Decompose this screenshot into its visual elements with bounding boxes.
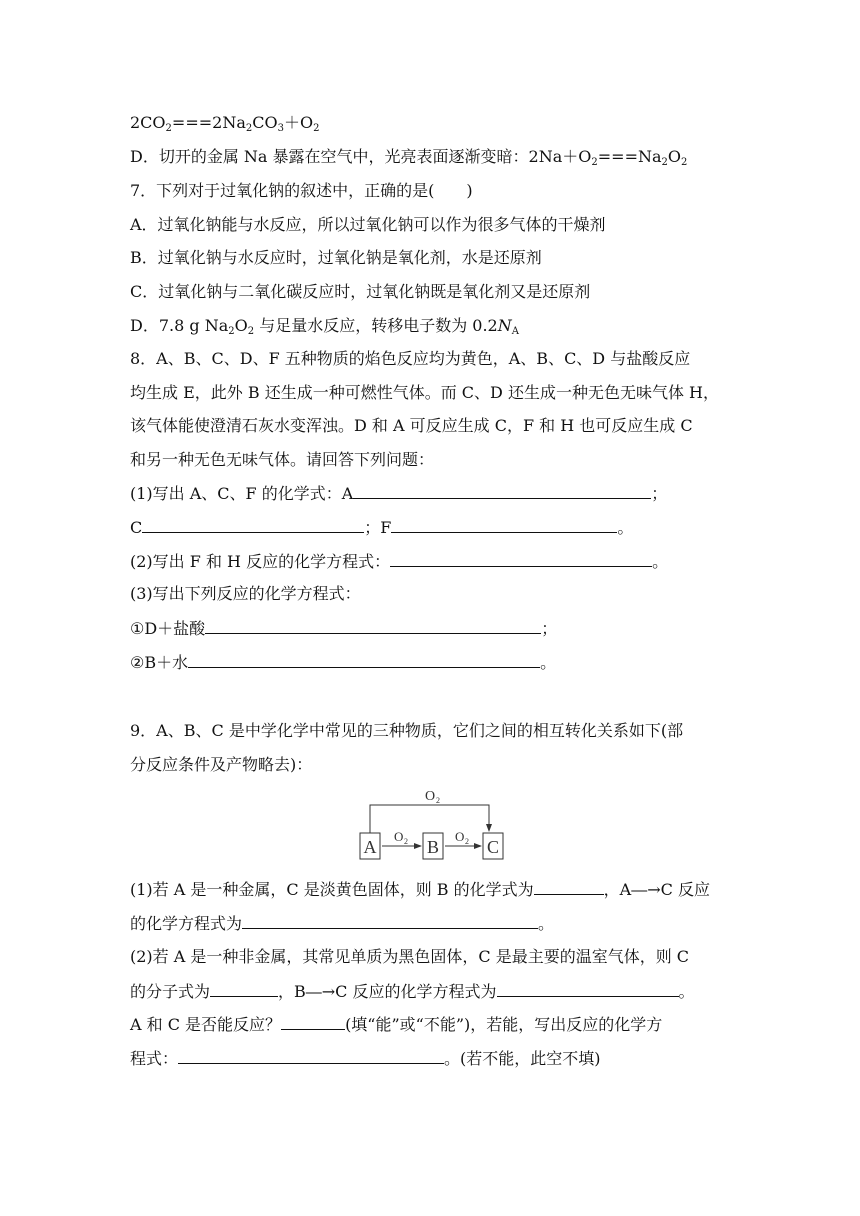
- answer-blank-a[interactable]: [353, 481, 651, 499]
- label-o2-bc: [455, 829, 469, 846]
- answer-blank-yes-no[interactable]: [281, 1012, 345, 1030]
- svg-text:C: C: [486, 837, 500, 857]
- q9-part-1-cont: 的化学方程式为 。: [130, 911, 554, 935]
- q9-part-2-question: A 和 C 是否能反应？ (填“能”或“不能”)，若能，写出反应的化学方: [130, 1012, 662, 1036]
- svg-text:2: 2: [436, 796, 440, 805]
- q8-part-3-1: ①D＋盐酸 ；: [130, 616, 557, 640]
- q7-option-c: C．过氧化钠与二氧化碳反应时，过氧化钠既是氧化剂又是还原剂: [130, 282, 591, 301]
- svg-text:2: 2: [404, 837, 408, 846]
- q9-part-2-equation: 程式： 。(若不能，此空不填): [130, 1046, 601, 1070]
- svg-text:O: O: [455, 829, 465, 844]
- q7-option-a: A．过氧化钠能与水反应，所以过氧化钠可以作为很多气体的干燥剂: [130, 215, 606, 234]
- answer-blank-b-formula[interactable]: [534, 877, 604, 895]
- q8-part-3-2: ②B＋水 。: [130, 650, 556, 674]
- q7-option-d: D．7.8 g $Na_2O_2$ 与足量水反应，转移电子数为 $0.2N_A$: [130, 316, 519, 337]
- question-8-line-2: 均生成 E，此外 B 还生成一种可燃性气体。而 C、D 还生成一种无色无味气体 H，: [130, 383, 719, 402]
- label-o2-top: [425, 789, 440, 805]
- svg-text:B: B: [426, 837, 440, 857]
- svg-text:O: O: [425, 789, 436, 804]
- svg-text:O: O: [394, 829, 404, 844]
- box-c: [483, 833, 503, 859]
- answer-blank-f-h[interactable]: [390, 549, 652, 567]
- question-8-line-3: 该气体能使澄清石灰水变浑浊。D 和 A 可反应生成 C，F 和 H 也可反应生成 C: [130, 416, 693, 435]
- option-d-q6: D．切开的金属 Na 暴露在空气中，光亮表面逐渐变暗：$2Na+O_2===Na_2O_2$: [130, 147, 688, 168]
- question-9-line-1: 9．A、B、C 是中学化学中常见的三种物质，它们之间的相互转化关系如下(部: [130, 721, 684, 740]
- svg-text:A: A: [363, 837, 377, 857]
- q7-option-b: B．过氧化钠与水反应时，过氧化钠是氧化剂，水是还原剂: [130, 248, 542, 267]
- q9-part-2-cont: 的分子式为 ，B―→C 反应的化学方程式为 。: [130, 979, 695, 1003]
- q8-part-2: (2)写出 F 和 H 反应的化学方程式： 。: [130, 549, 668, 573]
- question-7: 7．下列对于过氧化钠的叙述中，正确的是( ): [130, 181, 473, 200]
- answer-blank-b-c-equation[interactable]: [497, 979, 679, 997]
- question-8-line-1: 8．A、B、C、D、F 五种物质的焰色反应均为黄色，A、B、C、D 与盐酸反应: [130, 349, 691, 368]
- answer-blank-a-c-reaction[interactable]: [178, 1046, 444, 1064]
- answer-blank-a-c-equation[interactable]: [242, 911, 538, 929]
- arrow-a-to-c: [370, 805, 489, 833]
- conversion-diagram: [355, 786, 515, 864]
- q8-part-3: (3)写出下列反应的化学方程式：: [130, 584, 361, 603]
- q9-part-1: (1)若 A 是一种金属，C 是淡黄色固体，则 B 的化学式为 ，A―→C 反应: [130, 877, 710, 901]
- label-o2-ab: [394, 829, 408, 846]
- answer-blank-d-hcl[interactable]: [205, 616, 541, 634]
- answer-blank-c[interactable]: [142, 515, 364, 533]
- line-1: $2CO_2===2Na_2CO_3+O_2$: [130, 113, 320, 134]
- answer-blank-c-formula[interactable]: [210, 979, 278, 997]
- answer-blank-f[interactable]: [391, 515, 617, 533]
- question-8-line-4: 和另一种无色无味气体。请回答下列问题：: [130, 450, 435, 469]
- svg-text:2: 2: [465, 837, 469, 846]
- q9-part-2: (2)若 A 是一种非金属，其常见单质为黑色固体，C 是最主要的温室气体，则 C: [130, 947, 690, 966]
- q8-part-1: (1)写出 A、C、F 的化学式：A ；: [130, 481, 667, 505]
- box-b: [423, 833, 443, 859]
- question-9-line-2: 分反应条件及产物略去)：: [130, 755, 313, 774]
- answer-blank-b-water[interactable]: [188, 650, 540, 668]
- box-a: [360, 833, 380, 859]
- q8-part-1-cont: C ；F 。: [130, 515, 633, 539]
